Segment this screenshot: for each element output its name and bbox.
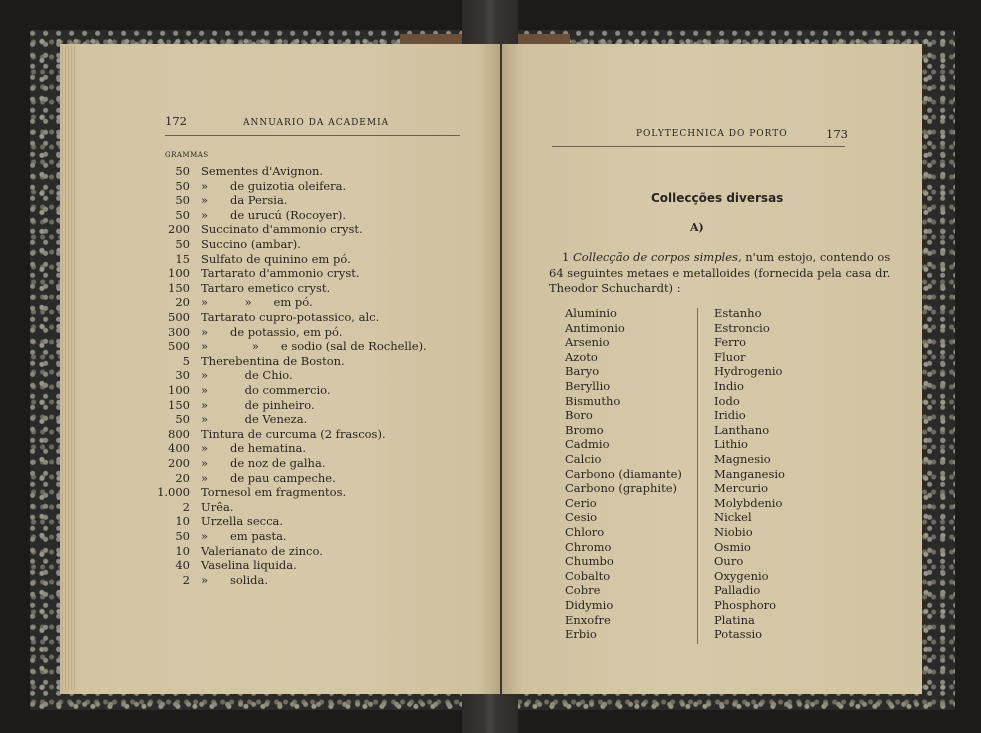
element-name: Cerio bbox=[565, 495, 597, 510]
entry-quantity: 50 bbox=[175, 207, 190, 222]
entry-text: Sementes d'Avignon. bbox=[201, 164, 324, 178]
element-name: Manganesio bbox=[714, 466, 785, 481]
intro-line-2: 64 seguintes metaes e metalloides (fornecida pela casa dr. bbox=[549, 266, 891, 280]
entry-quantity: 150 bbox=[168, 280, 190, 295]
entry-text: Succino (ambar). bbox=[201, 237, 301, 251]
running-head-right: POLYTECHNICA DO PORTO bbox=[636, 129, 788, 139]
entry-quantity: 50 bbox=[175, 529, 190, 543]
entry-text: Tintura de curcuma (2 frascos). bbox=[201, 426, 386, 441]
element-name: Bismutho bbox=[565, 393, 621, 408]
section-title: Collecções diversas bbox=[651, 191, 784, 205]
element-name: Beryllio bbox=[565, 379, 611, 393]
element-name: Lithio bbox=[714, 437, 748, 452]
entry-text: Tartaro emetico cryst. bbox=[201, 280, 331, 295]
element-name: Iridio bbox=[714, 408, 746, 423]
entry-text: Tartarato d'ammonio cryst. bbox=[201, 266, 360, 281]
entry-text: » » em pó. bbox=[201, 295, 313, 310]
element-name: Enxofre bbox=[565, 612, 611, 627]
element-name: Magnesio bbox=[714, 452, 771, 466]
subsection-label: A) bbox=[690, 221, 704, 234]
entry-quantity: 300 bbox=[168, 324, 190, 339]
element-name: Potassio bbox=[714, 627, 763, 642]
entry-quantity: 200 bbox=[168, 222, 190, 237]
entry-quantity: 50 bbox=[175, 237, 190, 251]
entry-text: Sulfato de quinino em pó. bbox=[201, 251, 351, 266]
entry-text: Tornesol em fragmentos. bbox=[201, 485, 347, 500]
entry-text: » de hematina. bbox=[201, 441, 306, 456]
element-name: Platina bbox=[714, 612, 755, 627]
element-name: Carbono (graphite) bbox=[565, 481, 677, 496]
entry-quantity: 40 bbox=[175, 558, 190, 573]
entry-quantity: 10 bbox=[175, 543, 190, 558]
entry-text: Tartarato cupro-potassico, alc. bbox=[201, 310, 380, 324]
element-name: Boro bbox=[565, 408, 593, 423]
entry-quantity: 10 bbox=[175, 514, 190, 529]
entry-text: Valerianato de zinco. bbox=[201, 543, 323, 558]
unit-header: GRAMMAS bbox=[165, 151, 209, 159]
entry-quantity: 150 bbox=[168, 397, 190, 412]
intro-number: 1 bbox=[562, 250, 570, 264]
element-name: Cobalto bbox=[565, 568, 611, 583]
entry-quantity: 100 bbox=[168, 383, 190, 397]
element-name: Estanho bbox=[714, 306, 762, 320]
element-name: Arsenio bbox=[565, 335, 610, 350]
entry-text: » de pinheiro. bbox=[201, 397, 315, 412]
entry-text: Vaselina liquida. bbox=[201, 558, 297, 573]
element-name: Didymio bbox=[565, 598, 614, 612]
entry-text: » de noz de galha. bbox=[201, 456, 326, 470]
element-name: Ferro bbox=[714, 335, 747, 350]
entry-quantity: 100 bbox=[168, 266, 190, 281]
entry-text: Therebentina de Boston. bbox=[201, 353, 345, 368]
element-name: Ouro bbox=[714, 554, 744, 569]
element-name: Cadmio bbox=[565, 437, 610, 452]
page-number-left: 172 bbox=[165, 114, 187, 128]
element-name: Chromo bbox=[565, 539, 612, 554]
element-name: Erbio bbox=[565, 627, 597, 642]
element-name: Palladio bbox=[714, 583, 761, 598]
element-name: Estroncio bbox=[714, 320, 770, 335]
element-name: Oxygenio bbox=[714, 568, 769, 583]
entry-text: » de guizotia oleifera. bbox=[201, 178, 347, 193]
element-name: Antimonio bbox=[565, 320, 625, 335]
entry-text: » da Persia. bbox=[201, 193, 288, 208]
entry-text: » de Chio. bbox=[201, 368, 293, 383]
element-name: Chloro bbox=[565, 525, 605, 539]
entry-quantity: 500 bbox=[168, 339, 190, 354]
element-name: Fluor bbox=[714, 349, 746, 364]
entry-quantity: 30 bbox=[175, 368, 190, 383]
element-name: Osmio bbox=[714, 539, 751, 554]
intro-line-1-rest: n'um estojo, contendo os bbox=[745, 250, 891, 264]
entry-quantity: 500 bbox=[168, 310, 190, 324]
entry-text: » de pau campeche. bbox=[201, 470, 336, 485]
entry-text: » de urucú (Rocoyer). bbox=[201, 207, 346, 222]
entry-text: Urzella secca. bbox=[201, 514, 284, 529]
entry-quantity: 50 bbox=[175, 178, 190, 193]
entry-quantity: 200 bbox=[168, 456, 190, 470]
entry-text: » solida. bbox=[201, 572, 269, 587]
element-name: Molybdenio bbox=[714, 495, 783, 510]
element-name: Bromo bbox=[565, 422, 604, 437]
entry-quantity: 50 bbox=[175, 164, 190, 178]
element-name: Baryo bbox=[565, 364, 600, 379]
column-divider bbox=[697, 308, 698, 644]
element-name: Hydrogenio bbox=[714, 364, 783, 379]
running-head-left: ANNUARIO DA ACADEMIA bbox=[243, 118, 390, 128]
entry-text: » » e sodio (sal de Rochelle). bbox=[201, 339, 427, 354]
entry-quantity: 2 bbox=[182, 572, 190, 587]
element-name: Niobio bbox=[714, 525, 753, 539]
header-rule-left bbox=[165, 135, 460, 136]
entry-quantity: 5 bbox=[182, 353, 190, 368]
intro-italic: Collecção de corpos simples, bbox=[572, 250, 742, 264]
entry-quantity: 20 bbox=[175, 470, 190, 485]
element-name: Phosphoro bbox=[714, 598, 777, 612]
element-name: Azoto bbox=[565, 349, 598, 364]
intro-line-3: Theodor Schuchardt) : bbox=[549, 281, 681, 295]
page-number-right: 173 bbox=[826, 127, 848, 141]
entry-quantity: 50 bbox=[175, 193, 190, 208]
entry-quantity: 15 bbox=[175, 251, 190, 266]
header-rule-right bbox=[552, 146, 845, 147]
entry-text: » de potassio, em pó. bbox=[201, 324, 343, 339]
entry-text: Urêa. bbox=[201, 499, 234, 514]
entry-quantity: 20 bbox=[175, 295, 190, 310]
intro-line-1 bbox=[562, 250, 890, 264]
element-name: Aluminio bbox=[565, 306, 617, 320]
entry-quantity: 400 bbox=[168, 441, 190, 456]
entry-text: » em pasta. bbox=[201, 529, 287, 543]
entry-quantity: 50 bbox=[175, 412, 190, 427]
element-name: Mercurio bbox=[714, 481, 769, 496]
entry-quantity: 1.000 bbox=[157, 485, 190, 500]
element-name: Lanthano bbox=[714, 422, 770, 437]
entry-text: Succinato d'ammonio cryst. bbox=[201, 222, 363, 237]
element-name: Chumbo bbox=[565, 554, 614, 569]
element-name: Nickel bbox=[714, 510, 752, 525]
element-name: Carbono (diamante) bbox=[565, 466, 682, 481]
entry-text: » do commercio. bbox=[201, 383, 331, 397]
element-name: Cobre bbox=[565, 583, 601, 598]
entry-text: » de Veneza. bbox=[201, 412, 308, 427]
entry-quantity: 800 bbox=[168, 426, 190, 441]
element-name: Iodo bbox=[714, 393, 740, 408]
element-name: Calcio bbox=[565, 452, 602, 466]
page-edges bbox=[62, 46, 76, 690]
element-name: Indio bbox=[714, 379, 744, 393]
entry-quantity: 2 bbox=[182, 499, 190, 514]
element-name: Cesio bbox=[565, 510, 598, 525]
